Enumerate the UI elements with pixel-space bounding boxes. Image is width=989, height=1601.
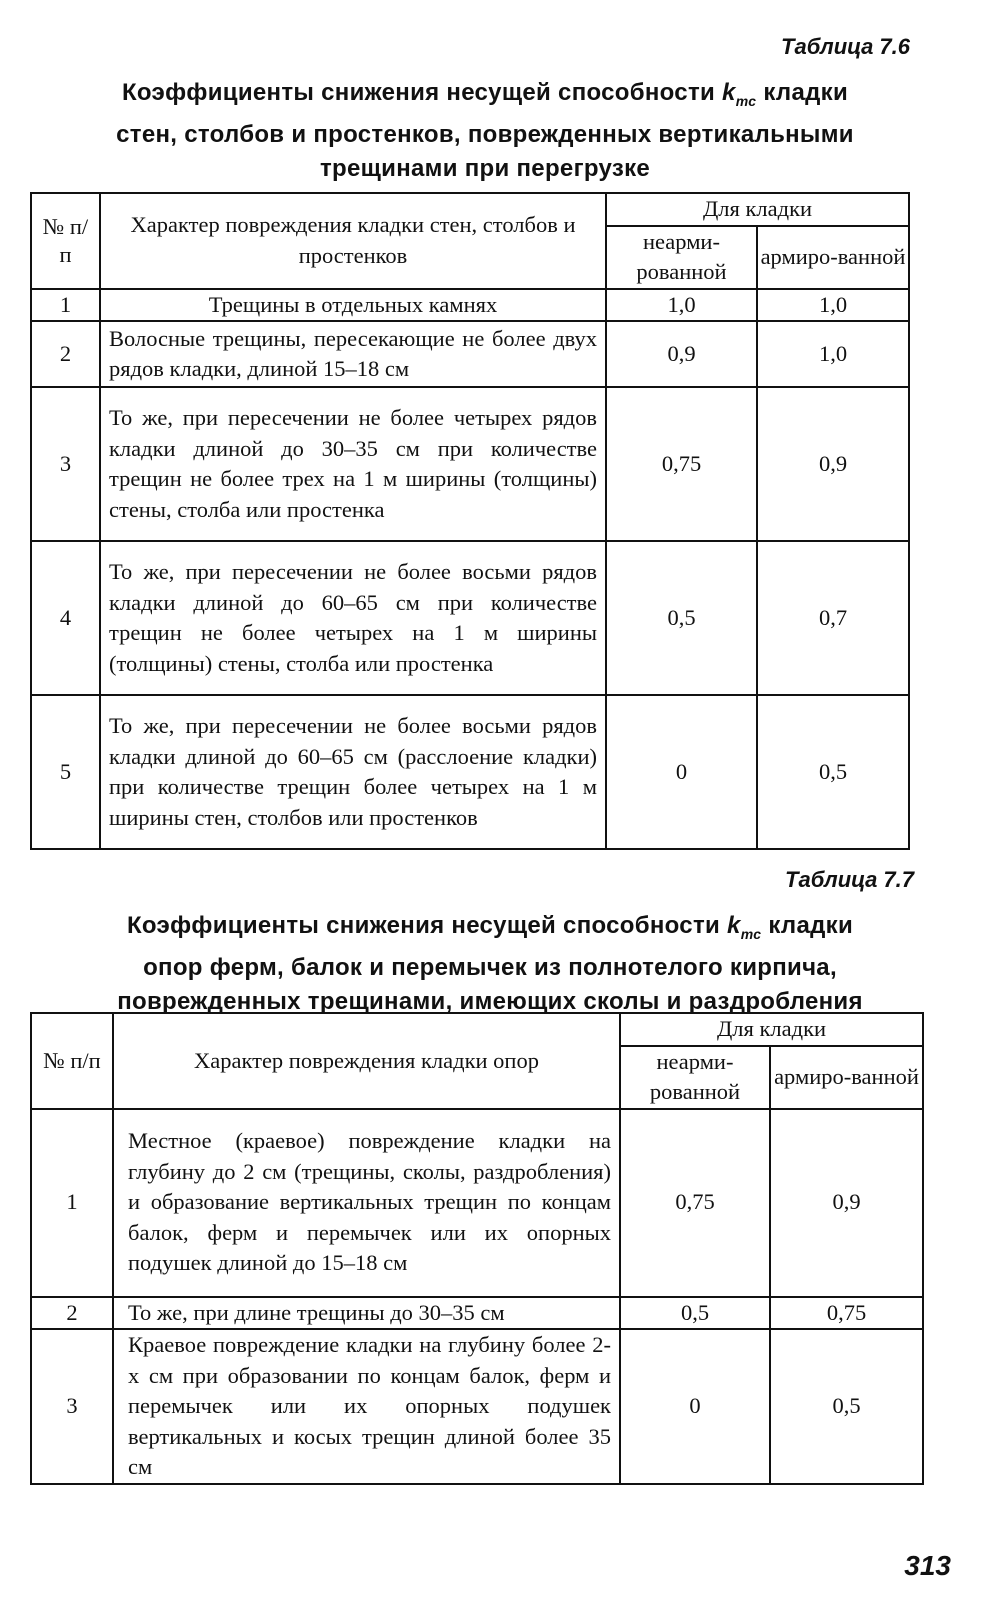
table-7-6-caption: Таблица 7.6 — [781, 34, 910, 59]
title-line-3: поврежденных трещинами, имеющих сколы и раздробления — [117, 987, 863, 1015]
table-row — [31, 1329, 923, 1484]
value-unreinforced: 0,5 — [606, 541, 757, 695]
value-unreinforced: 0 — [620, 1329, 770, 1484]
row-number: 2 — [31, 321, 100, 387]
title-line-3: трещинами при перегрузке — [319, 154, 651, 182]
row-description: Волосные трещины, пересекающие не более двух рядов кладки, длиной 15–18 см — [100, 321, 606, 387]
value-unreinforced: 0,75 — [606, 387, 757, 541]
row-number: 1 — [31, 1109, 113, 1297]
value-reinforced: 1,0 — [757, 321, 909, 387]
header-group: Для кладки — [606, 193, 909, 226]
row-number: 3 — [31, 1329, 113, 1484]
k-symbol: $k_{тс}$ — [722, 79, 757, 109]
value-unreinforced: 0,5 — [620, 1297, 770, 1330]
table-row — [31, 321, 909, 387]
value-reinforced: 1,0 — [757, 289, 909, 322]
value-reinforced: 0,5 — [757, 695, 909, 849]
row-number: 3 — [31, 387, 100, 541]
row-description: То же, при пересечении не более восьми рядов кладки длиной до 60–65 см (расслоение кладки) при количестве трещин более четырех на 1 м ширины стен, столбов или простенков — [100, 695, 606, 849]
row-description: То же, при пересечении не более восьми рядов кладки длиной до 60–65 см при количестве трещин не более четырех на 1 м ширины (толщины) стены, столба или простенка — [100, 541, 606, 695]
row-description: То же, при пересечении не более четырех рядов кладки длиной до 30–35 см при количестве трещин не более трех на 1 м ширины (толщины) стены, столба или простенка — [100, 387, 606, 541]
value-reinforced: 0,75 — [770, 1297, 923, 1330]
table-7-6-title — [20, 76, 950, 186]
k-symbol: $k_{тс}$ — [727, 912, 762, 942]
table-7-7-title — [20, 909, 960, 1019]
header-col-reinforced: армиро-ванной — [770, 1046, 923, 1109]
title-line-1-end: кладки — [768, 912, 854, 939]
table-row — [31, 695, 909, 849]
row-description: Местное (краевое) повреждение кладки на глубину до 2 см (трещины, сколы, раздробления) и образование вертикальных трещин по концам балок, ферм и перемычек или их опорных подушек длиной до 15–18 см — [113, 1109, 620, 1297]
header-description: Характер повреждения кладки опор — [113, 1013, 620, 1109]
page-number: 313 — [904, 1550, 951, 1581]
table-row — [31, 387, 909, 541]
header-group: Для кладки — [620, 1013, 923, 1046]
header-description: Характер повреждения кладки стен, столбов и простенков — [100, 193, 606, 289]
table-row — [31, 1109, 923, 1297]
value-unreinforced: 0,9 — [606, 321, 757, 387]
table-7-7-caption: Таблица 7.7 — [785, 867, 914, 892]
title-line-2: опор ферм, балок и перемычек из полнотелого кирпича, — [143, 953, 837, 981]
value-reinforced: 0,9 — [770, 1109, 923, 1297]
table-row — [31, 1297, 923, 1330]
row-description: Краевое повреждение кладки на глубину более 2-х см при образовании по концам балок, ферм и перемычек или их опорных подушек вертикальных и косых трещин длиной более 35 см — [113, 1329, 620, 1484]
value-reinforced: 0,7 — [757, 541, 909, 695]
row-number: 5 — [31, 695, 100, 849]
header-col-unreinforced: неарми-рованной — [606, 226, 757, 289]
header-col-reinforced: армиро-ванной — [757, 226, 909, 289]
row-number: 4 — [31, 541, 100, 695]
value-reinforced: 0,5 — [770, 1329, 923, 1484]
value-reinforced: 0,9 — [757, 387, 909, 541]
row-number: 1 — [31, 289, 100, 322]
row-description: Трещины в отдельных камнях — [100, 289, 606, 322]
table-row — [31, 289, 909, 322]
header-col-unreinforced: неарми-рованной — [620, 1046, 770, 1109]
value-unreinforced: 0 — [606, 695, 757, 849]
header-num: № п/ п — [31, 193, 100, 289]
table-7-7 — [30, 1012, 924, 1485]
row-number: 2 — [31, 1297, 113, 1330]
row-description: То же, при длине трещины до 30–35 см — [113, 1297, 620, 1330]
value-unreinforced: 1,0 — [606, 289, 757, 322]
title-line-1: Коэффициенты снижения несущей способности — [126, 912, 721, 939]
header-num: № п/п — [31, 1013, 113, 1109]
title-line-1: Коэффициенты снижения несущей способности — [121, 79, 716, 106]
title-line-2: стен, столбов и простенков, поврежденных вертикальными — [116, 120, 854, 148]
value-unreinforced: 0,75 — [620, 1109, 770, 1297]
table-7-6 — [30, 192, 910, 850]
title-line-1-end: кладки — [763, 79, 849, 106]
table-row — [31, 541, 909, 695]
